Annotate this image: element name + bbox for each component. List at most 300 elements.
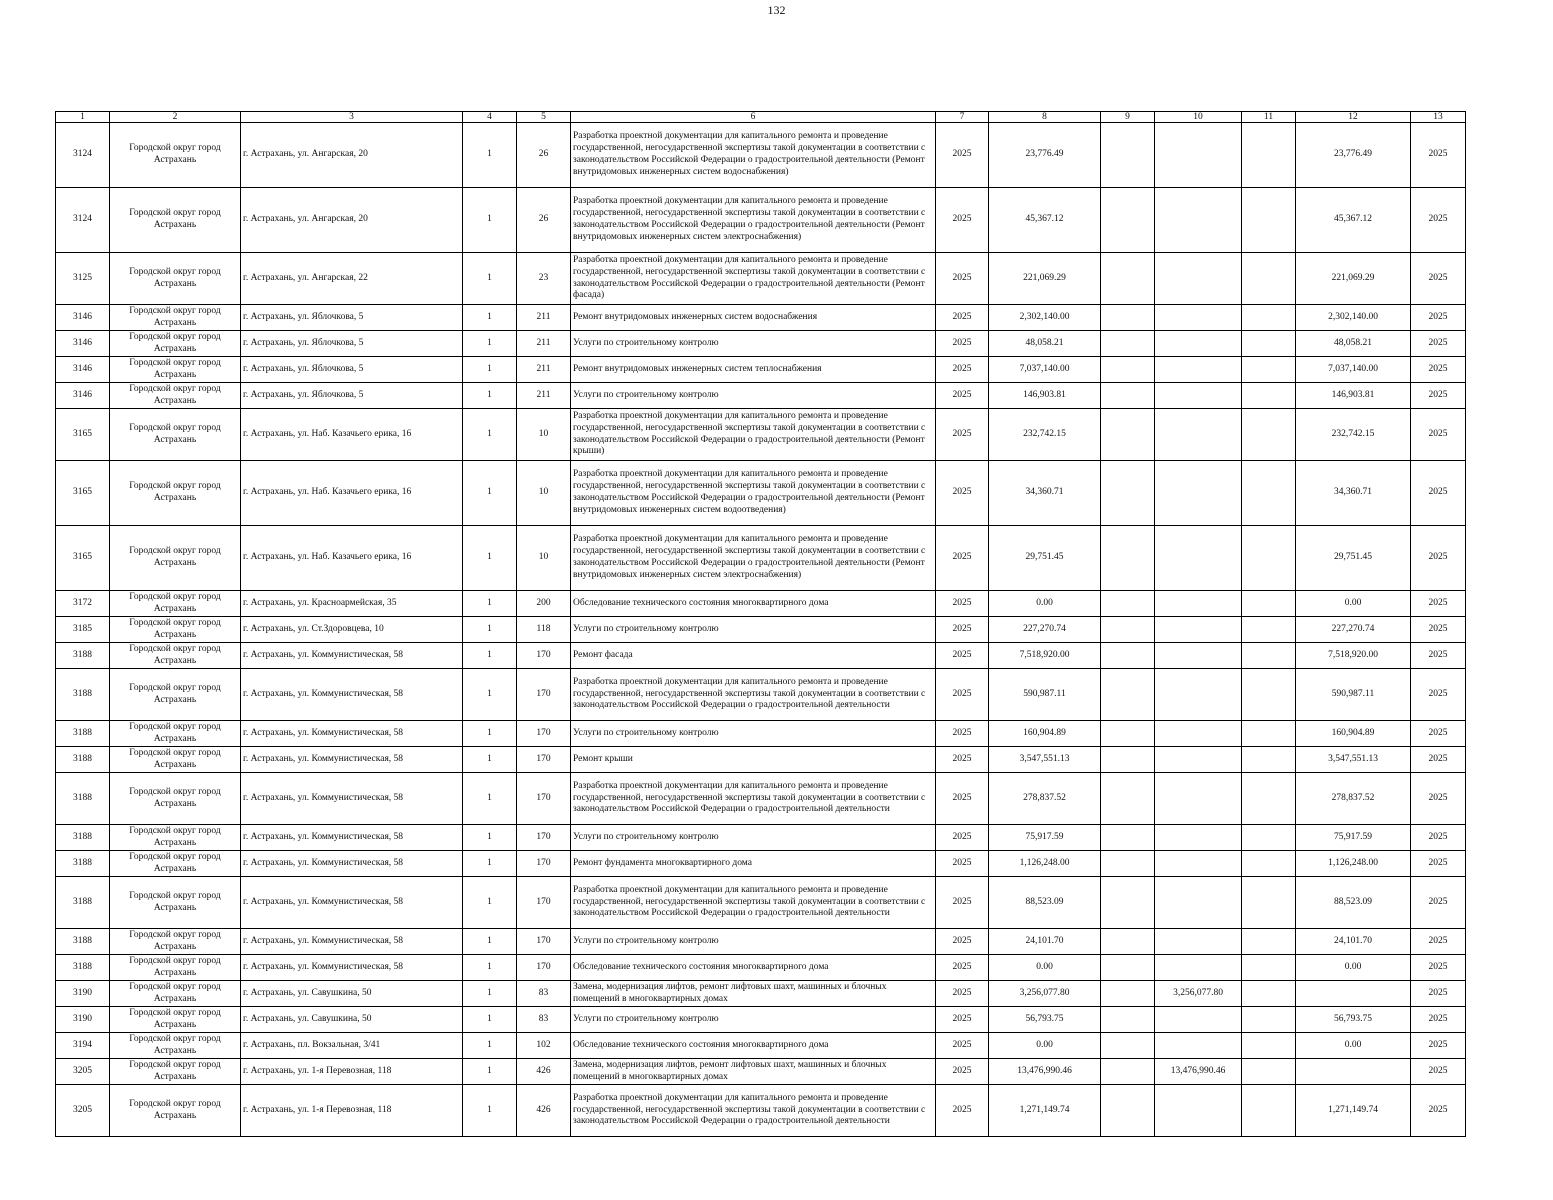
col-11-value-cell: [1242, 1059, 1296, 1085]
column-number-7: 7: [936, 112, 989, 123]
building-age-cell: 83: [517, 981, 571, 1007]
total-cost-cell: 23,776.49: [989, 123, 1101, 188]
municipality-cell: Городской округ город Астрахань: [110, 981, 241, 1007]
building-age-cell: 211: [517, 383, 571, 409]
completion-year-cell: 2025: [1411, 409, 1466, 461]
col-10-value-cell: [1155, 526, 1242, 591]
record-id-cell: 3190: [56, 1007, 110, 1033]
col-12-value-cell: 75,917.59: [1296, 825, 1411, 851]
municipality-cell: Городской округ город Астрахань: [110, 331, 241, 357]
col-11-value-cell: [1242, 461, 1296, 526]
building-age-cell: 26: [517, 123, 571, 188]
col-10-value-cell: [1155, 1085, 1242, 1137]
column-number-1: 1: [56, 112, 110, 123]
building-age-cell: 10: [517, 409, 571, 461]
col-9-value-cell: [1101, 1007, 1155, 1033]
col-10-value-cell: [1155, 123, 1242, 188]
completion-year-cell: 2025: [1411, 591, 1466, 617]
total-cost-cell: 3,256,077.80: [989, 981, 1101, 1007]
col-9-value-cell: [1101, 253, 1155, 305]
completion-year-cell: 2025: [1411, 955, 1466, 981]
building-count-cell: 1: [463, 331, 517, 357]
completion-year-cell: 2025: [1411, 877, 1466, 929]
year-cell: 2025: [936, 981, 989, 1007]
col-9-value-cell: [1101, 773, 1155, 825]
total-cost-cell: 88,523.09: [989, 877, 1101, 929]
total-cost-cell: 13,476,990.46: [989, 1059, 1101, 1085]
col-9-value-cell: [1101, 305, 1155, 331]
table-row: [56, 747, 1466, 773]
address-cell: г. Астрахань, ул. Савушкина, 50: [241, 1007, 463, 1033]
col-9-value-cell: [1101, 526, 1155, 591]
address-cell: г. Астрахань, ул. Коммунистическая, 58: [241, 669, 463, 721]
building-age-cell: 118: [517, 617, 571, 643]
completion-year-cell: 2025: [1411, 253, 1466, 305]
work-description-cell: Обследование технического состояния многоквартирного дома: [571, 1033, 936, 1059]
municipality-cell: Городской округ город Астрахань: [110, 643, 241, 669]
year-cell: 2025: [936, 591, 989, 617]
building-age-cell: 170: [517, 747, 571, 773]
record-id-cell: 3188: [56, 773, 110, 825]
building-count-cell: 1: [463, 1033, 517, 1059]
building-count-cell: 1: [463, 383, 517, 409]
col-12-value-cell: 48,058.21: [1296, 331, 1411, 357]
col-11-value-cell: [1242, 825, 1296, 851]
record-id-cell: 3172: [56, 591, 110, 617]
year-cell: 2025: [936, 773, 989, 825]
col-10-value-cell: [1155, 1033, 1242, 1059]
municipality-cell: Городской округ город Астрахань: [110, 1033, 241, 1059]
col-10-value-cell: [1155, 383, 1242, 409]
work-description-cell: Разработка проектной документации для капитального ремонта и проведение государственной, негосударственной экспертизы такой документации в соответствии с законодательством Российской Федерации о градостроительной деятельности (Ремонт внутридомовых инженерных систем водоснабжения): [571, 123, 936, 188]
total-cost-cell: 1,271,149.74: [989, 1085, 1101, 1137]
address-cell: г. Астрахань, ул. Яблочкова, 5: [241, 305, 463, 331]
col-9-value-cell: [1101, 383, 1155, 409]
total-cost-cell: 29,751.45: [989, 526, 1101, 591]
col-11-value-cell: [1242, 955, 1296, 981]
page-number: 132: [767, 3, 786, 17]
work-description-cell: Услуги по строительному контролю: [571, 721, 936, 747]
municipality-cell: Городской округ город Астрахань: [110, 591, 241, 617]
col-10-value-cell: [1155, 409, 1242, 461]
building-age-cell: 10: [517, 461, 571, 526]
col-12-value-cell: 2,302,140.00: [1296, 305, 1411, 331]
total-cost-cell: 146,903.81: [989, 383, 1101, 409]
building-age-cell: 211: [517, 357, 571, 383]
year-cell: 2025: [936, 669, 989, 721]
col-9-value-cell: [1101, 123, 1155, 188]
col-11-value-cell: [1242, 357, 1296, 383]
table-row: [56, 981, 1466, 1007]
municipality-cell: Городской округ город Астрахань: [110, 383, 241, 409]
record-id-cell: 3185: [56, 617, 110, 643]
col-12-value-cell: 56,793.75: [1296, 1007, 1411, 1033]
municipality-cell: Городской округ город Астрахань: [110, 123, 241, 188]
col-9-value-cell: [1101, 331, 1155, 357]
municipality-cell: Городской округ город Астрахань: [110, 305, 241, 331]
year-cell: 2025: [936, 643, 989, 669]
building-count-cell: 1: [463, 981, 517, 1007]
work-description-cell: Разработка проектной документации для капитального ремонта и проведение государственной, негосударственной экспертизы такой документации в соответствии с законодательством Российской Федерации о градостроительной деятельности (Ремонт фасада): [571, 253, 936, 305]
record-id-cell: 3188: [56, 721, 110, 747]
municipality-cell: Городской округ город Астрахань: [110, 825, 241, 851]
col-12-value-cell: 29,751.45: [1296, 526, 1411, 591]
completion-year-cell: 2025: [1411, 1033, 1466, 1059]
address-cell: г. Астрахань, ул. Коммунистическая, 58: [241, 747, 463, 773]
building-age-cell: 170: [517, 825, 571, 851]
col-9-value-cell: [1101, 461, 1155, 526]
municipality-cell: Городской округ город Астрахань: [110, 955, 241, 981]
col-9-value-cell: [1101, 1085, 1155, 1137]
year-cell: 2025: [936, 1033, 989, 1059]
completion-year-cell: 2025: [1411, 773, 1466, 825]
municipality-cell: Городской округ город Астрахань: [110, 929, 241, 955]
col-11-value-cell: [1242, 877, 1296, 929]
column-number-12: 12: [1296, 112, 1411, 123]
total-cost-cell: 3,547,551.13: [989, 747, 1101, 773]
building-count-cell: 1: [463, 591, 517, 617]
address-cell: г. Астрахань, пл. Вокзальная, 3/41: [241, 1033, 463, 1059]
building-age-cell: 170: [517, 773, 571, 825]
record-id-cell: 3165: [56, 461, 110, 526]
col-9-value-cell: [1101, 747, 1155, 773]
col-10-value-cell: [1155, 669, 1242, 721]
work-description-cell: Разработка проектной документации для капитального ремонта и проведение государственной, негосударственной экспертизы такой документации в соответствии с законодательством Российской Федерации о градостроительной деятельности: [571, 669, 936, 721]
building-count-cell: 1: [463, 825, 517, 851]
column-number-2: 2: [110, 112, 241, 123]
column-number-5: 5: [517, 112, 571, 123]
building-age-cell: 10: [517, 526, 571, 591]
year-cell: 2025: [936, 955, 989, 981]
col-11-value-cell: [1242, 383, 1296, 409]
address-cell: г. Астрахань, ул. Савушкина, 50: [241, 981, 463, 1007]
completion-year-cell: 2025: [1411, 461, 1466, 526]
completion-year-cell: 2025: [1411, 357, 1466, 383]
record-id-cell: 3146: [56, 357, 110, 383]
year-cell: 2025: [936, 721, 989, 747]
building-count-cell: 1: [463, 188, 517, 253]
building-count-cell: 1: [463, 305, 517, 331]
year-cell: 2025: [936, 929, 989, 955]
table-row: [56, 253, 1466, 305]
table-row: [56, 591, 1466, 617]
col-12-value-cell: 7,037,140.00: [1296, 357, 1411, 383]
work-description-cell: Замена, модернизация лифтов, ремонт лифтовых шахт, машинных и блочных помещений в многоквартирных домах: [571, 1059, 936, 1085]
table-row: [56, 617, 1466, 643]
address-cell: г. Астрахань, ул. Коммунистическая, 58: [241, 825, 463, 851]
table-row: [56, 825, 1466, 851]
building-count-cell: 1: [463, 461, 517, 526]
table-row: [56, 461, 1466, 526]
building-count-cell: 1: [463, 955, 517, 981]
building-count-cell: 1: [463, 773, 517, 825]
col-9-value-cell: [1101, 1059, 1155, 1085]
completion-year-cell: 2025: [1411, 825, 1466, 851]
building-count-cell: 1: [463, 1059, 517, 1085]
address-cell: г. Астрахань, ул. Коммунистическая, 58: [241, 721, 463, 747]
col-10-value-cell: [1155, 851, 1242, 877]
address-cell: г. Астрахань, ул. Коммунистическая, 58: [241, 877, 463, 929]
col-12-value-cell: 221,069.29: [1296, 253, 1411, 305]
record-id-cell: 3124: [56, 188, 110, 253]
year-cell: 2025: [936, 747, 989, 773]
column-number-4: 4: [463, 112, 517, 123]
building-age-cell: 170: [517, 643, 571, 669]
col-11-value-cell: [1242, 188, 1296, 253]
address-cell: г. Астрахань, ул. Коммунистическая, 58: [241, 773, 463, 825]
record-id-cell: 3188: [56, 851, 110, 877]
address-cell: г. Астрахань, ул. Яблочкова, 5: [241, 357, 463, 383]
table-row: [56, 851, 1466, 877]
work-description-cell: Разработка проектной документации для капитального ремонта и проведение государственной, негосударственной экспертизы такой документации в соответствии с законодательством Российской Федерации о градостроительной деятельности: [571, 1085, 936, 1137]
building-age-cell: 211: [517, 305, 571, 331]
total-cost-cell: 48,058.21: [989, 331, 1101, 357]
col-9-value-cell: [1101, 591, 1155, 617]
work-description-cell: Обследование технического состояния многоквартирного дома: [571, 955, 936, 981]
col-11-value-cell: [1242, 929, 1296, 955]
completion-year-cell: 2025: [1411, 981, 1466, 1007]
address-cell: г. Астрахань, ул. 1-я Перевозная, 118: [241, 1085, 463, 1137]
col-9-value-cell: [1101, 981, 1155, 1007]
municipality-cell: Городской округ город Астрахань: [110, 669, 241, 721]
year-cell: 2025: [936, 461, 989, 526]
address-cell: г. Астрахань, ул. Наб. Казачьего ерика, 16: [241, 409, 463, 461]
building-age-cell: 26: [517, 188, 571, 253]
col-11-value-cell: [1242, 747, 1296, 773]
municipality-cell: Городской округ город Астрахань: [110, 747, 241, 773]
col-11-value-cell: [1242, 981, 1296, 1007]
municipality-cell: Городской округ город Астрахань: [110, 357, 241, 383]
building-age-cell: 200: [517, 591, 571, 617]
col-11-value-cell: [1242, 409, 1296, 461]
year-cell: 2025: [936, 877, 989, 929]
total-cost-cell: 75,917.59: [989, 825, 1101, 851]
building-age-cell: 170: [517, 851, 571, 877]
year-cell: 2025: [936, 409, 989, 461]
address-cell: г. Астрахань, ул. Наб. Казачьего ерика, 16: [241, 461, 463, 526]
address-cell: г. Астрахань, ул. Ангарская, 20: [241, 188, 463, 253]
col-12-value-cell: 278,837.52: [1296, 773, 1411, 825]
total-cost-cell: 0.00: [989, 1033, 1101, 1059]
building-age-cell: 83: [517, 1007, 571, 1033]
col-10-value-cell: [1155, 617, 1242, 643]
col-10-value-cell: [1155, 591, 1242, 617]
building-count-cell: 1: [463, 721, 517, 747]
year-cell: 2025: [936, 188, 989, 253]
work-description-cell: Услуги по строительному контролю: [571, 617, 936, 643]
address-cell: г. Астрахань, ул. Яблочкова, 5: [241, 383, 463, 409]
year-cell: 2025: [936, 1059, 989, 1085]
col-12-value-cell: 590,987.11: [1296, 669, 1411, 721]
col-10-value-cell: [1155, 877, 1242, 929]
year-cell: 2025: [936, 305, 989, 331]
col-11-value-cell: [1242, 851, 1296, 877]
col-11-value-cell: [1242, 526, 1296, 591]
work-description-cell: Замена, модернизация лифтов, ремонт лифтовых шахт, машинных и блочных помещений в многоквартирных домах: [571, 981, 936, 1007]
col-10-value-cell: 13,476,990.46: [1155, 1059, 1242, 1085]
address-cell: г. Астрахань, ул. Ангарская, 20: [241, 123, 463, 188]
total-cost-cell: 56,793.75: [989, 1007, 1101, 1033]
work-description-cell: Услуги по строительному контролю: [571, 331, 936, 357]
col-11-value-cell: [1242, 669, 1296, 721]
col-12-value-cell: 23,776.49: [1296, 123, 1411, 188]
col-10-value-cell: [1155, 643, 1242, 669]
year-cell: 2025: [936, 383, 989, 409]
col-10-value-cell: 3,256,077.80: [1155, 981, 1242, 1007]
col-10-value-cell: [1155, 188, 1242, 253]
table-row: [56, 669, 1466, 721]
work-description-cell: Услуги по строительному контролю: [571, 929, 936, 955]
record-id-cell: 3146: [56, 331, 110, 357]
building-count-cell: 1: [463, 851, 517, 877]
table-row: [56, 526, 1466, 591]
building-age-cell: 170: [517, 721, 571, 747]
year-cell: 2025: [936, 526, 989, 591]
municipality-cell: Городской округ город Астрахань: [110, 721, 241, 747]
table-row: [56, 305, 1466, 331]
column-number-row: [56, 112, 1466, 123]
total-cost-cell: 0.00: [989, 955, 1101, 981]
col-12-value-cell: 0.00: [1296, 955, 1411, 981]
table-row: [56, 1085, 1466, 1137]
building-count-cell: 1: [463, 357, 517, 383]
record-id-cell: 3146: [56, 383, 110, 409]
col-12-value-cell: 1,271,149.74: [1296, 1085, 1411, 1137]
year-cell: 2025: [936, 851, 989, 877]
col-9-value-cell: [1101, 1033, 1155, 1059]
record-id-cell: 3205: [56, 1085, 110, 1137]
record-id-cell: 3205: [56, 1059, 110, 1085]
building-age-cell: 102: [517, 1033, 571, 1059]
work-description-cell: Разработка проектной документации для капитального ремонта и проведение государственной, негосударственной экспертизы такой документации в соответствии с законодательством Российской Федерации о градостроительной деятельности (Ремонт внутридомовых инженерных систем электроснабжения): [571, 188, 936, 253]
col-11-value-cell: [1242, 1007, 1296, 1033]
total-cost-cell: 227,270.74: [989, 617, 1101, 643]
municipality-cell: Городской округ город Астрахань: [110, 1085, 241, 1137]
work-description-cell: Разработка проектной документации для капитального ремонта и проведение государственной, негосударственной экспертизы такой документации в соответствии с законодательством Российской Федерации о градостроительной деятельности (Ремонт внутридомовых инженерных систем водоотведения): [571, 461, 936, 526]
total-cost-cell: 232,742.15: [989, 409, 1101, 461]
col-12-value-cell: [1296, 981, 1411, 1007]
table-body: [56, 123, 1466, 1137]
table-row: [56, 188, 1466, 253]
column-number-10: 10: [1155, 112, 1242, 123]
col-9-value-cell: [1101, 851, 1155, 877]
work-description-cell: Ремонт крыши: [571, 747, 936, 773]
municipality-cell: Городской округ город Астрахань: [110, 1059, 241, 1085]
total-cost-cell: 160,904.89: [989, 721, 1101, 747]
work-description-cell: Услуги по строительному контролю: [571, 1007, 936, 1033]
column-number-13: 13: [1411, 112, 1466, 123]
total-cost-cell: 7,518,920.00: [989, 643, 1101, 669]
building-count-cell: 1: [463, 123, 517, 188]
completion-year-cell: 2025: [1411, 383, 1466, 409]
col-9-value-cell: [1101, 877, 1155, 929]
col-11-value-cell: [1242, 1033, 1296, 1059]
col-12-value-cell: 146,903.81: [1296, 383, 1411, 409]
completion-year-cell: 2025: [1411, 617, 1466, 643]
work-description-cell: Разработка проектной документации для капитального ремонта и проведение государственной, негосударственной экспертизы такой документации в соответствии с законодательством Российской Федерации о градостроительной деятельности: [571, 877, 936, 929]
column-number-8: 8: [989, 112, 1101, 123]
col-11-value-cell: [1242, 617, 1296, 643]
col-12-value-cell: 45,367.12: [1296, 188, 1411, 253]
col-11-value-cell: [1242, 773, 1296, 825]
col-12-value-cell: 160,904.89: [1296, 721, 1411, 747]
completion-year-cell: 2025: [1411, 1007, 1466, 1033]
table-row: [56, 955, 1466, 981]
address-cell: г. Астрахань, ул. 1-я Перевозная, 118: [241, 1059, 463, 1085]
building-age-cell: 170: [517, 955, 571, 981]
column-number-3: 3: [241, 112, 463, 123]
col-10-value-cell: [1155, 721, 1242, 747]
col-11-value-cell: [1242, 1085, 1296, 1137]
address-cell: г. Астрахань, ул. Коммунистическая, 58: [241, 929, 463, 955]
building-count-cell: 1: [463, 409, 517, 461]
municipality-cell: Городской округ город Астрахань: [110, 253, 241, 305]
col-10-value-cell: [1155, 1007, 1242, 1033]
year-cell: 2025: [936, 1007, 989, 1033]
building-count-cell: 1: [463, 669, 517, 721]
col-10-value-cell: [1155, 955, 1242, 981]
col-9-value-cell: [1101, 955, 1155, 981]
col-10-value-cell: [1155, 825, 1242, 851]
year-cell: 2025: [936, 253, 989, 305]
col-9-value-cell: [1101, 929, 1155, 955]
capital-repair-table: [55, 111, 1466, 1137]
record-id-cell: 3188: [56, 643, 110, 669]
work-description-cell: Услуги по строительному контролю: [571, 383, 936, 409]
completion-year-cell: 2025: [1411, 305, 1466, 331]
address-cell: г. Астрахань, ул. Красноармейская, 35: [241, 591, 463, 617]
completion-year-cell: 2025: [1411, 669, 1466, 721]
col-10-value-cell: [1155, 747, 1242, 773]
record-id-cell: 3188: [56, 929, 110, 955]
year-cell: 2025: [936, 1085, 989, 1137]
address-cell: г. Астрахань, ул. Коммунистическая, 58: [241, 643, 463, 669]
completion-year-cell: 2025: [1411, 1059, 1466, 1085]
record-id-cell: 3188: [56, 669, 110, 721]
table-row: [56, 643, 1466, 669]
col-12-value-cell: 1,126,248.00: [1296, 851, 1411, 877]
completion-year-cell: 2025: [1411, 643, 1466, 669]
building-count-cell: 1: [463, 877, 517, 929]
col-9-value-cell: [1101, 617, 1155, 643]
total-cost-cell: 45,367.12: [989, 188, 1101, 253]
col-9-value-cell: [1101, 643, 1155, 669]
table-row: [56, 409, 1466, 461]
col-11-value-cell: [1242, 123, 1296, 188]
column-number-11: 11: [1242, 112, 1296, 123]
col-10-value-cell: [1155, 253, 1242, 305]
col-12-value-cell: 88,523.09: [1296, 877, 1411, 929]
col-12-value-cell: 7,518,920.00: [1296, 643, 1411, 669]
col-9-value-cell: [1101, 825, 1155, 851]
table-row: [56, 383, 1466, 409]
col-10-value-cell: [1155, 305, 1242, 331]
col-12-value-cell: 0.00: [1296, 591, 1411, 617]
table-row: [56, 357, 1466, 383]
col-12-value-cell: 34,360.71: [1296, 461, 1411, 526]
total-cost-cell: 7,037,140.00: [989, 357, 1101, 383]
col-12-value-cell: 3,547,551.13: [1296, 747, 1411, 773]
record-id-cell: 3188: [56, 955, 110, 981]
col-11-value-cell: [1242, 591, 1296, 617]
col-11-value-cell: [1242, 305, 1296, 331]
year-cell: 2025: [936, 825, 989, 851]
record-id-cell: 3165: [56, 526, 110, 591]
col-9-value-cell: [1101, 669, 1155, 721]
municipality-cell: Городской округ город Астрахань: [110, 1007, 241, 1033]
table-row: [56, 331, 1466, 357]
address-cell: г. Астрахань, ул. Наб. Казачьего ерика, 16: [241, 526, 463, 591]
